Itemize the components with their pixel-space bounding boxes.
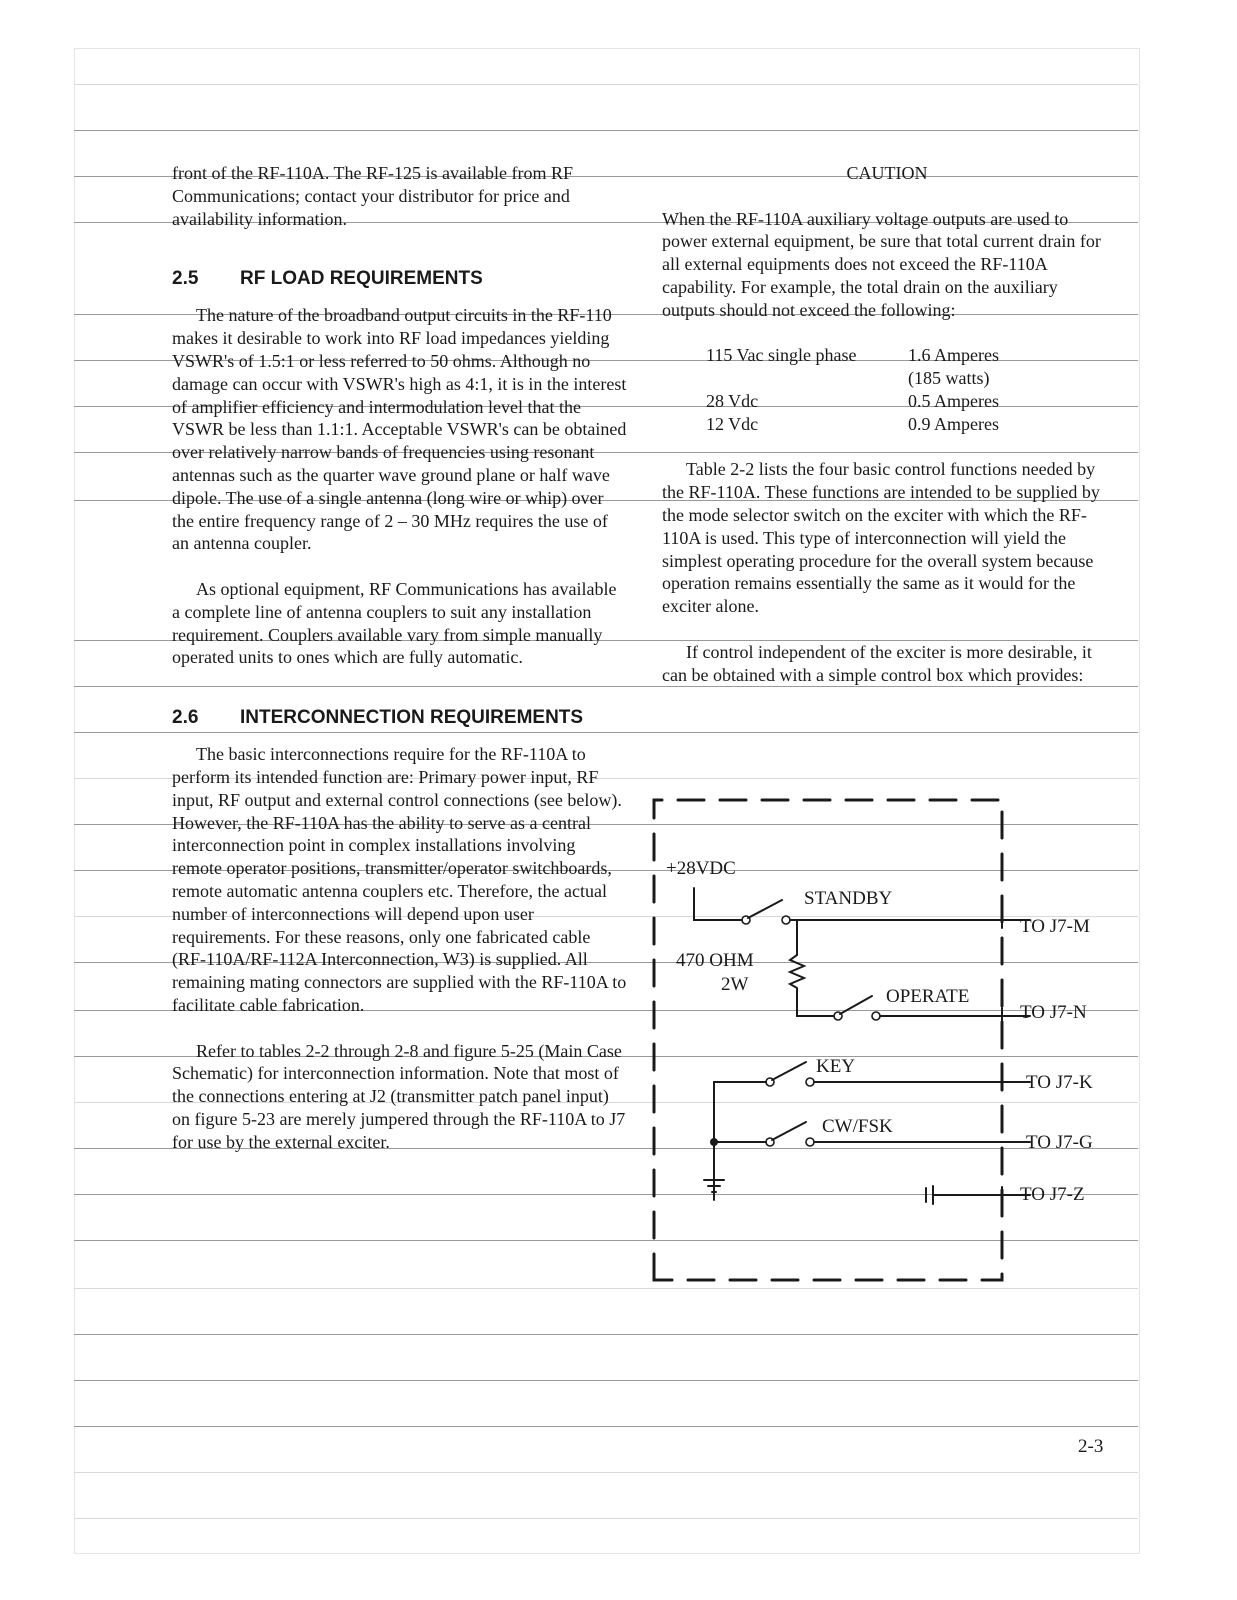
switch-contact	[872, 1012, 880, 1020]
spec-label: 12 Vdc	[706, 413, 759, 434]
output-label-n: TO J7-N	[1020, 1002, 1087, 1023]
cwfsk-switch	[772, 1122, 806, 1140]
key-label: KEY	[816, 1056, 856, 1077]
resistor-rating-label: 2W	[721, 974, 749, 995]
supply-label: +28VDC	[666, 858, 736, 879]
section-2-6-heading	[172, 703, 627, 733]
operate-wire	[797, 988, 834, 1016]
standby-switch	[748, 900, 782, 918]
table-row	[706, 390, 999, 413]
switch-contact	[806, 1078, 814, 1086]
section-title: RF LOAD REQUIREMENTS	[240, 268, 483, 290]
left-column	[172, 162, 627, 1153]
control-box-paragraph: If control independent of the exciter is more desirable, it can be obtained with a simple control box which provides:	[662, 641, 1092, 685]
rule-line	[74, 84, 1138, 85]
output-label-k: TO J7-K	[1026, 1072, 1093, 1093]
table-row	[706, 367, 999, 390]
table-row	[706, 413, 999, 436]
key-switch	[772, 1062, 806, 1080]
cwfsk-label: CW/FSK	[822, 1116, 893, 1137]
output-label-z: TO J7-Z	[1020, 1184, 1085, 1205]
section-title: INTERCONNECTION REQUIREMENTS	[240, 707, 584, 729]
rf-load-paragraph: The nature of the broadband output circuits in the RF-110 makes it desirable to work into RF load impedances yielding VSWR's of 1.5:1 or less referred to 50 ohms. Although no damage can occur with VSWR's high as 4:1, it is in the interest of amplifier efficiency and intermodulation level that the VSWR be less than 1.1:1. Acceptable VSWR's can be obtained over relatively narrow bands of frequencies using resonant antennas such as the quarter wave ground plane or half wave dipole. The use of a single antenna (long wire or whip) over the entire frequency range of 2 – 30 MHz requires the use of an antenna coupler.	[172, 305, 627, 554]
switch-contact	[782, 916, 790, 924]
spec-subvalue: (185 watts)	[908, 368, 990, 389]
spec-value: 1.6 Amperes	[908, 345, 999, 366]
refer-tables-paragraph: Refer to tables 2-2 through 2-8 and figure 5-25 (Main Case Schematic) for interconnection information. Note that most of the connections entering at J2 (transmitter patch panel input) on figure 5-23 are merely jumpered through the RF-110A to J7 for use by the external exciter.	[172, 1040, 626, 1152]
caution-title: CAUTION	[846, 163, 928, 183]
intro-paragraph: front of the RF-110A. The RF-125 is available from RF Communications; contact your distributor for price and availability information.	[172, 163, 573, 229]
rule-line	[74, 1472, 1138, 1473]
caution-text: When the RF-110A auxiliary voltage outputs are used to power external equipment, be sure that total current drain for all external equipments does not exceed the RF-110A capability. For example, the total drain on the auxiliary outputs should not exceed the following:	[662, 208, 1101, 320]
output-label-g: TO J7-G	[1026, 1132, 1093, 1153]
supply-wire	[694, 888, 742, 920]
section-number: 2.5	[172, 268, 199, 290]
junction-dot	[711, 1139, 718, 1146]
table-2-2-paragraph: Table 2-2 lists the four basic control functions needed by the RF-110A. These functions are intended to be supplied by the mode selector switch on the exciter with which the RF-110A is used. This type of interconnection will yield the simplest operating procedure for the overall system because operation remains essentially the same as it would for the exciter alone.	[662, 459, 1100, 617]
rule-line	[74, 130, 1138, 131]
standby-label: STANDBY	[804, 888, 893, 909]
rule-line	[74, 1426, 1138, 1427]
operate-label: OPERATE	[886, 986, 970, 1007]
operate-switch	[840, 996, 872, 1014]
current-drain-table	[706, 344, 999, 435]
control-box-schematic	[646, 790, 1126, 1290]
resistor-symbol	[790, 955, 804, 988]
resistor-value-label: 470 OHM	[676, 950, 754, 971]
spec-value: 0.5 Amperes	[908, 390, 999, 411]
output-label-m: TO J7-M	[1020, 916, 1090, 937]
rule-line	[74, 1518, 1138, 1519]
switch-contact	[806, 1138, 814, 1146]
rule-line	[74, 1380, 1138, 1381]
spec-label: 28 Vdc	[706, 390, 759, 411]
right-column	[662, 162, 1112, 686]
section-2-5-heading	[172, 264, 627, 294]
table-row	[706, 344, 999, 367]
interconnection-paragraph: The basic interconnections require for the RF-110A to perform its intended function are: Primary power input, RF input, RF output and external control connections (see below). However, the RF-110A has the ability to serve as a central interconnection point in complex installations involving remote operator positions, transmitter/operator switchboards, remote automatic antenna couplers etc. Therefore, the actual number of interconnections will depend upon user requirements. For these reasons, only one fabricated cable (RF-110A/RF-112A Interconnection, W3) is supplied. All remaining mating connectors are supplied with the RF-110A to facilitate cable fabrication.	[172, 744, 627, 1015]
spec-value: 0.9 Amperes	[908, 413, 999, 434]
rule-line	[74, 1334, 1138, 1335]
spec-label: 115 Vac single phase	[706, 345, 857, 366]
page-number: 2-3	[1078, 1436, 1104, 1457]
optional-equipment-paragraph: As optional equipment, RF Communications has available a complete line of antenna couplers to suit any installation requirement. Couplers available vary from simple manually operated units to ones which are fully automatic.	[172, 578, 617, 668]
section-number: 2.6	[172, 707, 199, 729]
